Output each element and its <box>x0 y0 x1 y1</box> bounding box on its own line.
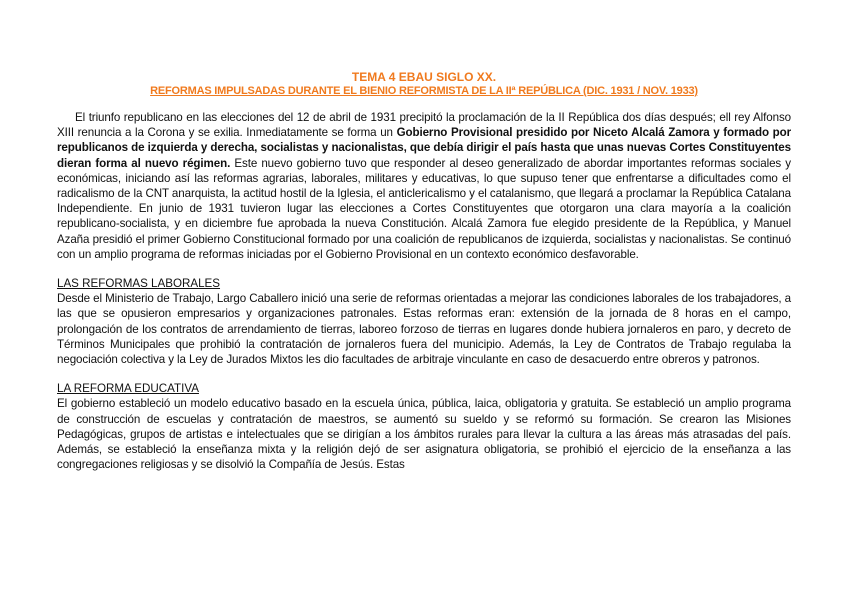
section-heading-laborales: LAS REFORMAS LABORALES <box>57 277 221 291</box>
document-subtitle: REFORMAS IMPULSADAS DURANTE EL BIENIO REFORMISTA DE LA IIª REPÚBLICA (DIC. 1931 / NOV. 1933) <box>150 85 698 97</box>
section-paragraph-educativa: El gobierno estableció un modelo educativo basado en la escuela única, pública, laica, obligatoria y gratuita. Se estableció un amplio programa de construcción de escuelas y contratación de maestros, se aumentó su sueldo y se reformó su formación. Se crearon las Misiones Pedagógicas, grupos de artistas e intelectuales que se dirigían a los ámbitos rurales para llevar la cultura a las áreas más atrasadas del país. Además, se estableció la enseñanza mixta y la religión dejó de ser asignatura obligatoria, se prohibió el ejercicio de la enseñanza a las congregaciones religiosas y se disolvió la Compañía de Jesús. Estas <box>57 397 791 472</box>
document-title: TEMA 4 EBAU SIGLO XX. <box>351 70 497 84</box>
intro-text-part1: El triunfo republicano en las elecciones del 12 de abril de 1931 precipitó la proclamación de la II República dos días después; ell rey Alfonso XIII renuncia a la Corona y se exilia. Inmediatamente se forma un <box>57 111 791 140</box>
intro-text-bold: Gobierno Provisional presidido por Niceto Alcalá Zamora y formado por republicanos de izquierda y derecha, socialistas y nacionalistas, que debía dirigir el país hasta que unas nuevas Cortes Constituyentes dieran forma al nuevo régimen. <box>57 126 791 170</box>
section-heading-educativa: LA REFORMA EDUCATIVA <box>57 382 199 396</box>
document-page <box>57 70 791 472</box>
intro-text-part2: Este nuevo gobierno tuvo que responder al deseo generalizado de abordar importantes reformas sociales y económicas, iniciando así las reformas agrarias, laborales, militares y educativas, lo que supuso tener que enfrentarse a dificultades como el radicalismo de la CNT anarquista, la actitud hostil de la Iglesia, el anticlericalismo y el catalanismo, que llegará a proclamar la República Catalana Independiente. En junio de 1931 tuvieron lugar las elecciones a Cortes Constituyentes que otorgaron una clara mayoría a la coalición republicano-socialista, y en diciembre fue aprobada la nueva Constitución. Alcalá Zamora fue elegido presidente de la República, y Manuel Azaña presidió el primer Gobierno Constitucional formado por una coalición de republicanos de izquierda, socialistas y nacionalistas. Se continuó con un amplio programa de reformas iniciadas por el Gobierno Provisional en un contexto económico desfavorable. <box>57 156 791 261</box>
intro-paragraph <box>57 110 791 262</box>
section-paragraph-laborales: Desde el Ministerio de Trabajo, Largo Caballero inició una serie de reformas orientadas a mejorar las condiciones laborales de los trabajadores, a las que se opusieron empresarios y organizaciones patronales. Estas reformas eran: extensión de la jornada de 8 horas en el campo, prolongación de los contratos de arrendamiento de tierras, laboreo forzoso de tierras en lugares donde hubiera jornaleros en paro, y decreto de Términos Municipales que prohibió la contratación de jornaleros fuera del municipio. Además, la Ley de Contratos de Trabajo regulaba la negociación colectiva y la Ley de Jurados Mixtos les dio facultades de arbitraje vinculante en caso de desacuerdo entre obreros y patronos. <box>57 292 791 367</box>
